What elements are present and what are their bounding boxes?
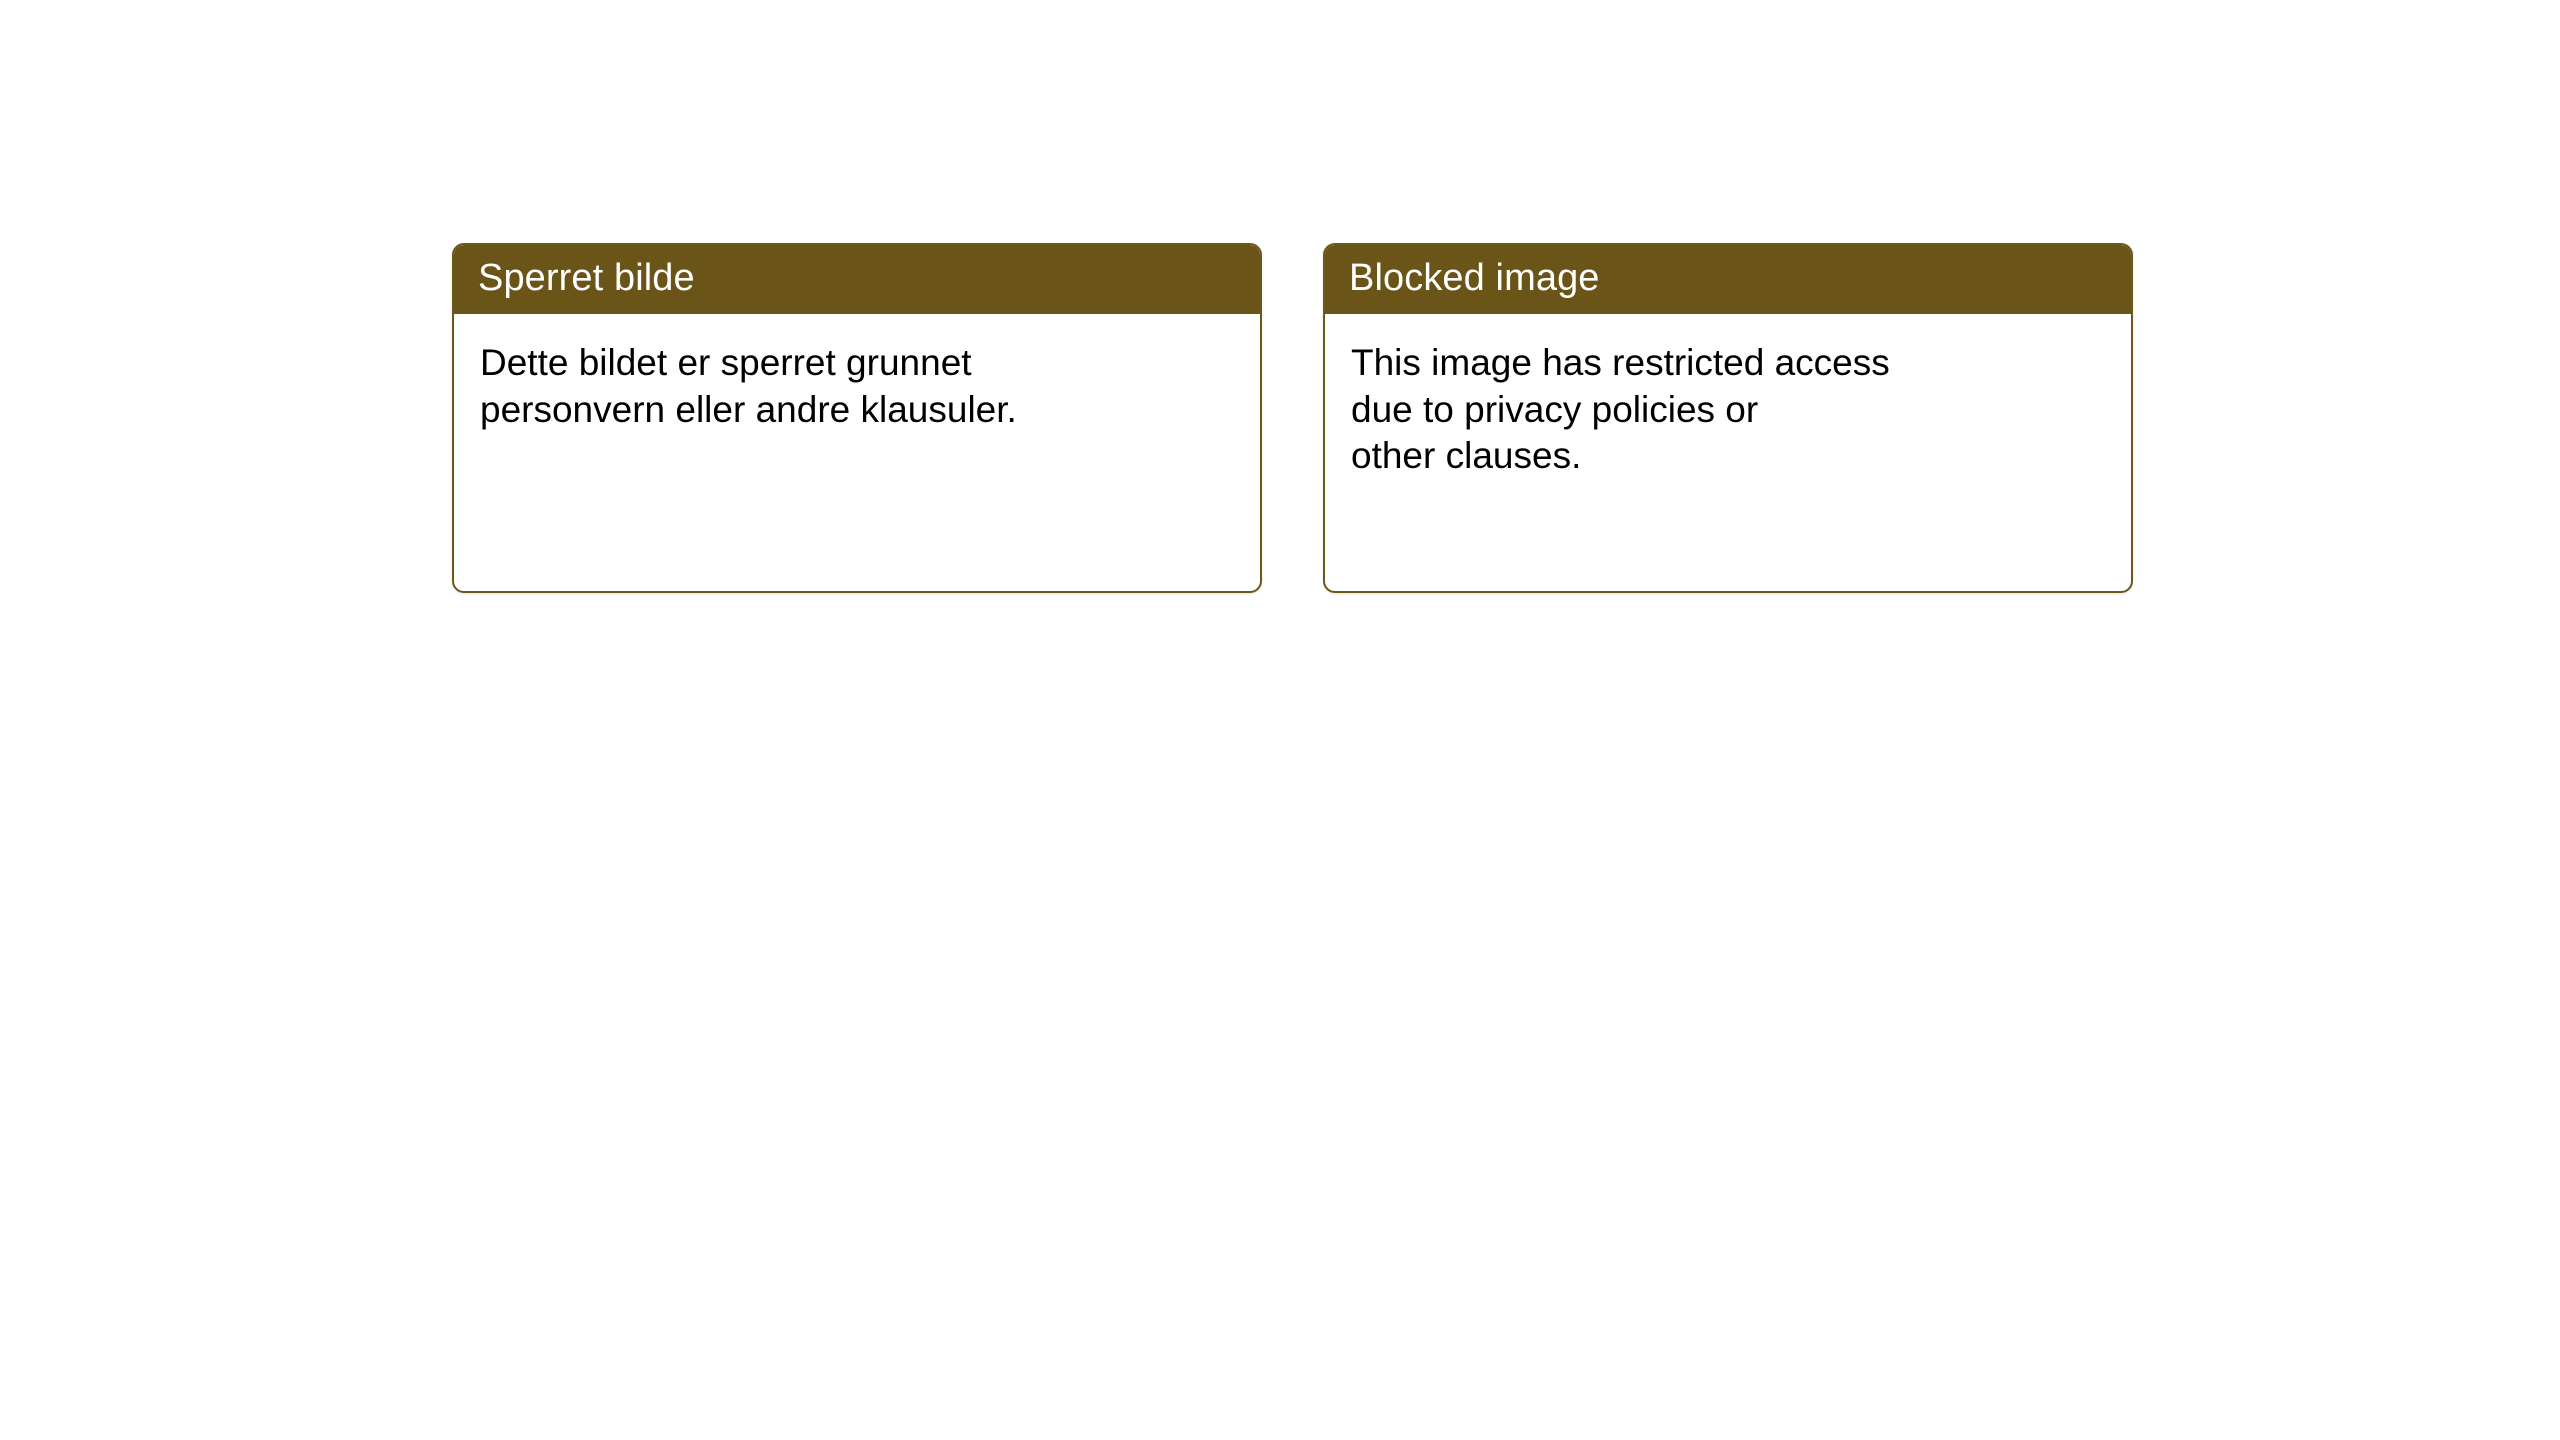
- notice-body-line: Dette bildet er sperret grunnet: [480, 341, 972, 383]
- notice-body-norwegian: [454, 314, 1260, 433]
- notice-card-row: [452, 243, 2133, 593]
- notice-body-line: personvern eller andre klausuler.: [480, 388, 1017, 430]
- notice-body-line: This image has restricted access: [1351, 341, 1890, 383]
- blocked-image-notice-english: [1323, 243, 2133, 593]
- notice-body-line: due to privacy policies or: [1351, 388, 1759, 430]
- notice-body-line: other clauses.: [1351, 435, 1582, 477]
- notice-title-norwegian: Sperret bilde: [454, 245, 1260, 314]
- notice-body-english: [1325, 314, 2131, 480]
- blocked-image-notice-norwegian: [452, 243, 1262, 593]
- notice-title-english: Blocked image: [1325, 245, 2131, 314]
